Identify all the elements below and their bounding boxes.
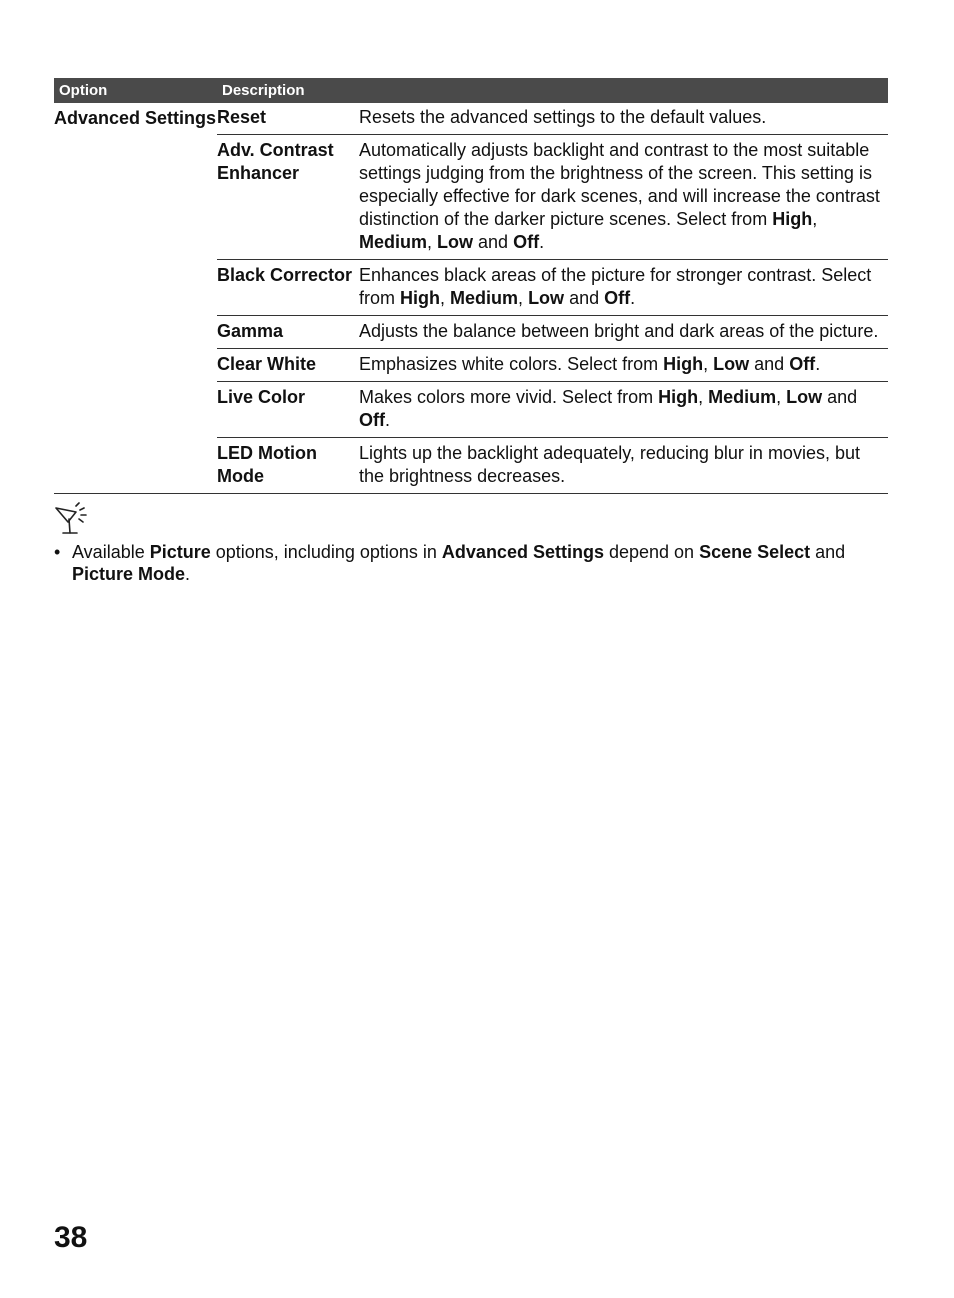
setting-description bbox=[359, 316, 888, 349]
setting-description bbox=[359, 135, 888, 260]
setting-name: Gamma bbox=[217, 316, 359, 349]
setting-description bbox=[359, 260, 888, 316]
text-run: and bbox=[749, 354, 790, 374]
text-run: , bbox=[698, 387, 709, 407]
table-header-row bbox=[54, 78, 888, 103]
text-run: , bbox=[518, 288, 529, 308]
text-run: . bbox=[539, 232, 545, 252]
option-name: Advanced Settings bbox=[54, 103, 217, 494]
setting-description bbox=[359, 382, 888, 438]
text-run: , bbox=[427, 232, 438, 252]
bold-term: Advanced Settings bbox=[441, 542, 604, 562]
text-run: Emphasizes white colors. Select from bbox=[359, 354, 664, 374]
bold-term: Off bbox=[604, 288, 631, 308]
bold-term: Scene Select bbox=[699, 542, 811, 562]
advanced-settings-table bbox=[54, 78, 888, 494]
bold-term: High bbox=[400, 288, 441, 308]
text-run: Lights up the backlight adequately, reducing blur in movies, but the brightness decreases. bbox=[359, 443, 860, 486]
setting-name: Adv. Contrast Enhancer bbox=[217, 135, 359, 260]
text-run: , bbox=[812, 209, 818, 229]
bold-term: Off bbox=[513, 232, 540, 252]
text-run: . bbox=[815, 354, 821, 374]
bold-term: High bbox=[663, 354, 704, 374]
setting-description bbox=[359, 349, 888, 382]
setting-name: Black Corrector bbox=[217, 260, 359, 316]
bold-term: Low bbox=[437, 232, 474, 252]
tip-list bbox=[54, 541, 888, 585]
text-run: options, including options in bbox=[210, 542, 442, 562]
text-run: , bbox=[776, 387, 787, 407]
bold-term: High bbox=[658, 387, 699, 407]
header-description: Description bbox=[217, 78, 888, 103]
setting-description bbox=[359, 438, 888, 494]
text-run: . bbox=[385, 410, 391, 430]
bold-term: Medium bbox=[708, 387, 777, 407]
settings-table-container bbox=[54, 78, 888, 494]
text-run: Available bbox=[72, 542, 150, 562]
setting-description bbox=[359, 103, 888, 135]
page-number: 38 bbox=[54, 1221, 88, 1254]
text-run: Resets the advanced settings to the default values. bbox=[359, 107, 767, 127]
setting-name: Clear White bbox=[217, 349, 359, 382]
bold-term: Low bbox=[528, 288, 565, 308]
text-run: Enhances black areas of the picture for stronger contrast. Select from bbox=[359, 265, 872, 308]
text-run: , bbox=[703, 354, 714, 374]
setting-name: LED Motion Mode bbox=[217, 438, 359, 494]
text-run: depend on bbox=[603, 542, 700, 562]
bold-term: Picture bbox=[149, 542, 211, 562]
text-run: Makes colors more vivid. Select from bbox=[359, 387, 659, 407]
table-row bbox=[54, 103, 888, 135]
bold-term: Low bbox=[713, 354, 750, 374]
bold-term: Off bbox=[789, 354, 816, 374]
setting-name: Live Color bbox=[217, 382, 359, 438]
lamp-icon bbox=[54, 502, 90, 536]
tip-text bbox=[72, 542, 845, 584]
text-run: Automatically adjusts backlight and contrast to the most suitable settings judging from the brightness of the screen. This setting is especially effective for dark scenes, and will increase the contrast distinction of the darker picture scenes. Select from bbox=[359, 140, 880, 229]
bold-term: Low bbox=[786, 387, 823, 407]
bold-term: High bbox=[772, 209, 813, 229]
text-run: . bbox=[630, 288, 636, 308]
text-run: . bbox=[185, 564, 191, 584]
text-run: and bbox=[810, 542, 846, 562]
text-run: , bbox=[440, 288, 451, 308]
bold-term: Medium bbox=[359, 232, 428, 252]
bold-term: Off bbox=[359, 410, 385, 430]
text-run: and bbox=[473, 232, 514, 252]
bold-term: Picture Mode bbox=[72, 564, 186, 584]
header-option: Option bbox=[54, 78, 217, 103]
text-run: and bbox=[564, 288, 605, 308]
bold-term: Medium bbox=[450, 288, 519, 308]
setting-name: Reset bbox=[217, 103, 359, 135]
text-run: and bbox=[822, 387, 858, 407]
text-run: Adjusts the balance between bright and dark areas of the picture. bbox=[359, 321, 879, 341]
bullet: • bbox=[54, 542, 61, 562]
table-body bbox=[54, 103, 888, 494]
tip-item bbox=[54, 541, 888, 585]
